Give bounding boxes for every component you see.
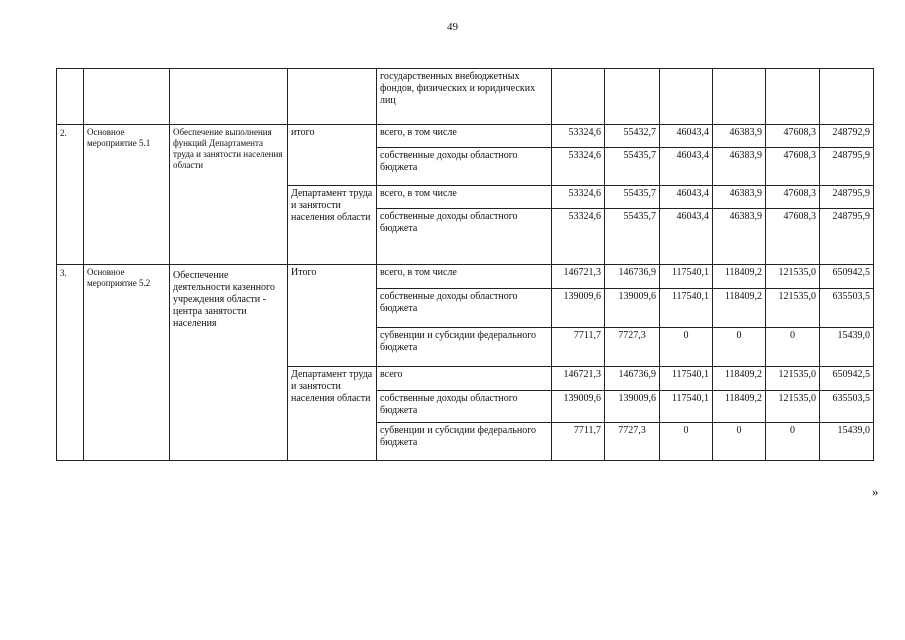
value-cell: 0 — [713, 328, 766, 367]
value-cell: 146721,3 — [552, 367, 605, 391]
value-cell: 121535,0 — [766, 289, 820, 328]
value-cell: 7727,3 — [605, 328, 660, 367]
value-cell — [820, 69, 874, 125]
closing-quote-mark: » — [872, 484, 879, 499]
value-cell: 53324,6 — [552, 125, 605, 148]
value-cell: 146736,9 — [605, 367, 660, 391]
funding-source-cell: собственные доходы областного бюджета — [377, 391, 552, 423]
value-cell: 15439,0 — [820, 423, 874, 461]
funding-source-cell: всего, в том числе — [377, 265, 552, 289]
value-cell: 0 — [660, 328, 713, 367]
value-cell: 46043,4 — [660, 209, 713, 265]
value-cell: 47608,3 — [766, 125, 820, 148]
value-cell: 635503,5 — [820, 289, 874, 328]
value-cell: 118409,2 — [713, 289, 766, 328]
value-cell: 53324,6 — [552, 186, 605, 209]
value-cell: 47608,3 — [766, 148, 820, 186]
value-cell: 248795,9 — [820, 186, 874, 209]
value-cell: 117540,1 — [660, 391, 713, 423]
value-cell: 248795,9 — [820, 148, 874, 186]
value-cell: 146736,9 — [605, 265, 660, 289]
value-cell: 46383,9 — [713, 209, 766, 265]
value-cell: 117540,1 — [660, 367, 713, 391]
funding-source-cell: субвенции и субсидии федерального бюджета — [377, 328, 552, 367]
description-cell: Обеспечение выполнения функций Департамента труда и занятости населения области — [170, 125, 288, 265]
value-cell — [605, 69, 660, 125]
value-cell: 55432,7 — [605, 125, 660, 148]
value-cell: 46043,4 — [660, 148, 713, 186]
funding-source-cell: субвенции и субсидии федерального бюджета — [377, 423, 552, 461]
table-row — [57, 265, 874, 289]
value-cell: 55435,7 — [605, 148, 660, 186]
value-cell: 121535,0 — [766, 391, 820, 423]
value-cell: 635503,5 — [820, 391, 874, 423]
value-cell: 46043,4 — [660, 186, 713, 209]
value-cell — [766, 69, 820, 125]
value-cell: 650942,5 — [820, 367, 874, 391]
value-cell: 117540,1 — [660, 289, 713, 328]
funding-source-cell: всего, в том числе — [377, 186, 552, 209]
value-cell: 650942,5 — [820, 265, 874, 289]
value-cell: 146721,3 — [552, 265, 605, 289]
index-cell — [57, 69, 84, 125]
value-cell: 248795,9 — [820, 209, 874, 265]
value-cell: 248792,9 — [820, 125, 874, 148]
funding-source-cell: собственные доходы областного бюджета — [377, 148, 552, 186]
executor-cell: Департамент труда и занятости населения области — [288, 367, 377, 461]
value-cell: 121535,0 — [766, 367, 820, 391]
funding-source-cell: собственные доходы областного бюджета — [377, 209, 552, 265]
funding-source-cell: всего, в том числе — [377, 125, 552, 148]
value-cell: 7711,7 — [552, 423, 605, 461]
value-cell: 7727,3 — [605, 423, 660, 461]
value-cell: 15439,0 — [820, 328, 874, 367]
value-cell: 46043,4 — [660, 125, 713, 148]
value-cell: 53324,6 — [552, 209, 605, 265]
value-cell: 0 — [766, 423, 820, 461]
value-cell: 0 — [766, 328, 820, 367]
funding-source-cell: всего — [377, 367, 552, 391]
value-cell: 46383,9 — [713, 148, 766, 186]
value-cell: 118409,2 — [713, 391, 766, 423]
value-cell: 53324,6 — [552, 148, 605, 186]
value-cell — [660, 69, 713, 125]
executor-cell — [288, 69, 377, 125]
value-cell: 117540,1 — [660, 265, 713, 289]
value-cell: 118409,2 — [713, 265, 766, 289]
budget-table — [56, 68, 874, 461]
value-cell: 118409,2 — [713, 367, 766, 391]
page-number: 49 — [447, 21, 458, 33]
activity-cell — [84, 69, 170, 125]
value-cell: 0 — [660, 423, 713, 461]
value-cell: 46383,9 — [713, 125, 766, 148]
value-cell: 55435,7 — [605, 186, 660, 209]
description-cell — [170, 69, 288, 125]
activity-cell: Основное мероприятие 5.2 — [84, 265, 170, 461]
funding-source-cell: государственных внебюджетных фондов, физических и юридических лиц — [377, 69, 552, 125]
value-cell: 7711,7 — [552, 328, 605, 367]
index-cell: 2. — [57, 125, 84, 265]
value-cell: 139009,6 — [605, 391, 660, 423]
value-cell: 55435,7 — [605, 209, 660, 265]
value-cell: 0 — [713, 423, 766, 461]
value-cell: 47608,3 — [766, 209, 820, 265]
description-cell: Обеспечение деятельности казенного учреждения области - центра занятости населения — [170, 265, 288, 461]
table-row — [57, 125, 874, 148]
value-cell: 139009,6 — [605, 289, 660, 328]
value-cell — [713, 69, 766, 125]
table-row — [57, 69, 874, 125]
value-cell — [552, 69, 605, 125]
activity-cell: Основное мероприятие 5.1 — [84, 125, 170, 265]
executor-cell: Департамент труда и занятости населения области — [288, 186, 377, 265]
value-cell: 139009,6 — [552, 391, 605, 423]
index-cell: 3. — [57, 265, 84, 461]
value-cell: 47608,3 — [766, 186, 820, 209]
executor-cell: итого — [288, 125, 377, 186]
funding-source-cell: собственные доходы областного бюджета — [377, 289, 552, 328]
value-cell: 46383,9 — [713, 186, 766, 209]
value-cell: 121535,0 — [766, 265, 820, 289]
value-cell: 139009,6 — [552, 289, 605, 328]
executor-cell: Итого — [288, 265, 377, 367]
